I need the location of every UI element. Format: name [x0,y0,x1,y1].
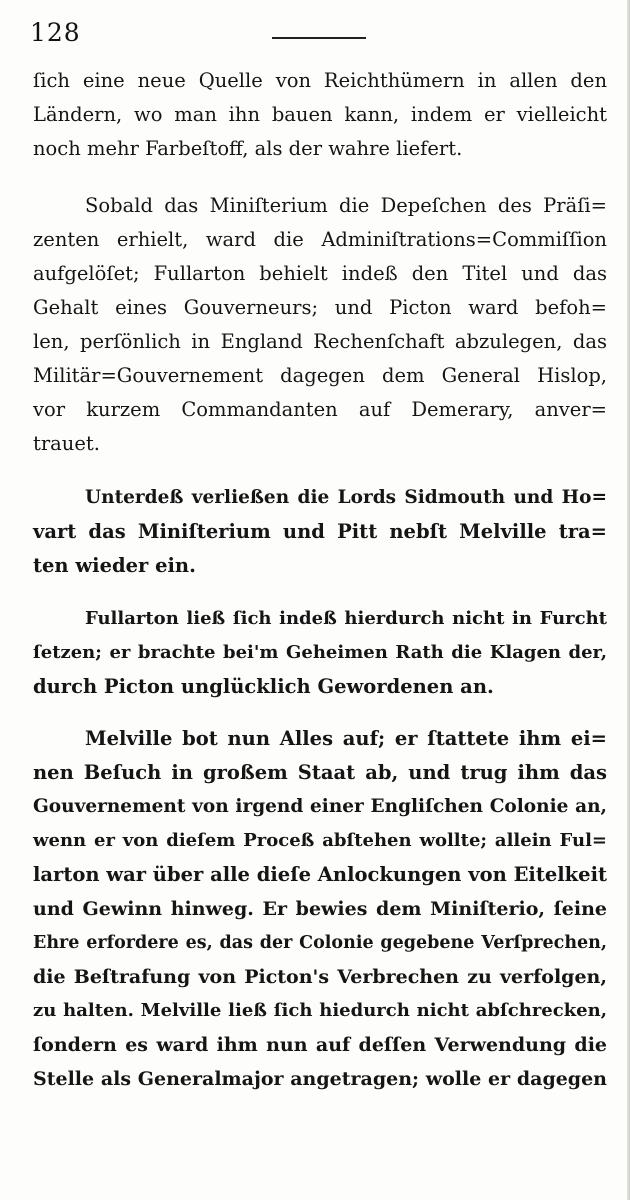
paragraph-4 [33,602,607,704]
text-line: Militär=Gouvernement dagegen dem General Hislop, [33,364,607,387]
text-line: Fullarton ließ ſich indeß hierdurch nicht in Furcht [85,608,607,629]
paragraph-1 [33,64,607,166]
paragraph-3 [33,481,607,583]
text-line: und Gewinn hinweg. Er bewies dem Miniſterio, ſeine [33,898,607,920]
text-line: vor kurzem Commandanten auf Demerary, anver= [33,398,607,421]
page-number: 128 [30,18,81,47]
text-line: durch Picton unglücklich Gewordenen an. [33,675,494,698]
text-line: noch mehr Farbeſtoff, als der wahre liefert. [33,137,463,160]
header-rule [272,37,366,39]
text-line: aufgelöſet; Fullarton behielt indeß den Titel und das [33,262,607,285]
text-line: zenten erhielt, ward die Adminiſtrations=Commiſſion [33,228,607,251]
text-line: Ehre erfordere es, das der Colonie gegebene Verſprechen, [33,933,607,953]
text-line: wenn er von dieſem Proceß abſtehen wollte; allein Ful= [33,830,607,851]
text-line: Melville bot nun Alles auf; er ſtattete ihm ei= [85,727,607,750]
text-line: len, perſönlich in England Rechenſchaft abzulegen, das [33,330,607,353]
text-line: die Beſtrafung von Picton's Verbrechen zu verfolgen, [33,966,607,988]
text-line: Gehalt eines Gouverneurs; und Picton ward befoh= [33,296,607,319]
text-line: vart das Miniſterium und Pitt nebſt Melville tra= [33,520,607,543]
text-line: Gouvernement von irgend einer Engliſchen Colonie an, [33,796,607,817]
text-line: larton war über alle dieſe Anlockungen von Eitelkeit [33,863,607,886]
paragraph-2 [33,189,607,461]
text-line: nen Beſuch in großem Staat ab, und trug ihm das [33,761,607,784]
text-line: ſondern es ward ihm nun auf deſſen Verwendung die [33,1034,607,1056]
text-line: Ländern, wo man ihn bauen kann, indem er vielleicht [33,103,607,126]
text-line: zu halten. Melville ließ ſich hiedurch nicht abſchrecken, [33,1000,607,1021]
paragraph-5 [33,722,607,1096]
text-line: Stelle als Generalmajor angetragen; wolle er dagegen [33,1068,607,1090]
text-line: Unterdeß verließen die Lords Sidmouth und Ho= [85,487,607,508]
text-line: trauet. [33,432,100,455]
text-line: ſetzen; er brachte bei'm Geheimen Rath die Klagen der, [33,642,607,663]
text-line: ſich eine neue Quelle von Reichthümern in allen den [33,69,607,92]
text-line: Sobald das Miniſterium die Depeſchen des Präſi= [85,194,607,217]
text-line: ten wieder ein. [33,554,196,577]
